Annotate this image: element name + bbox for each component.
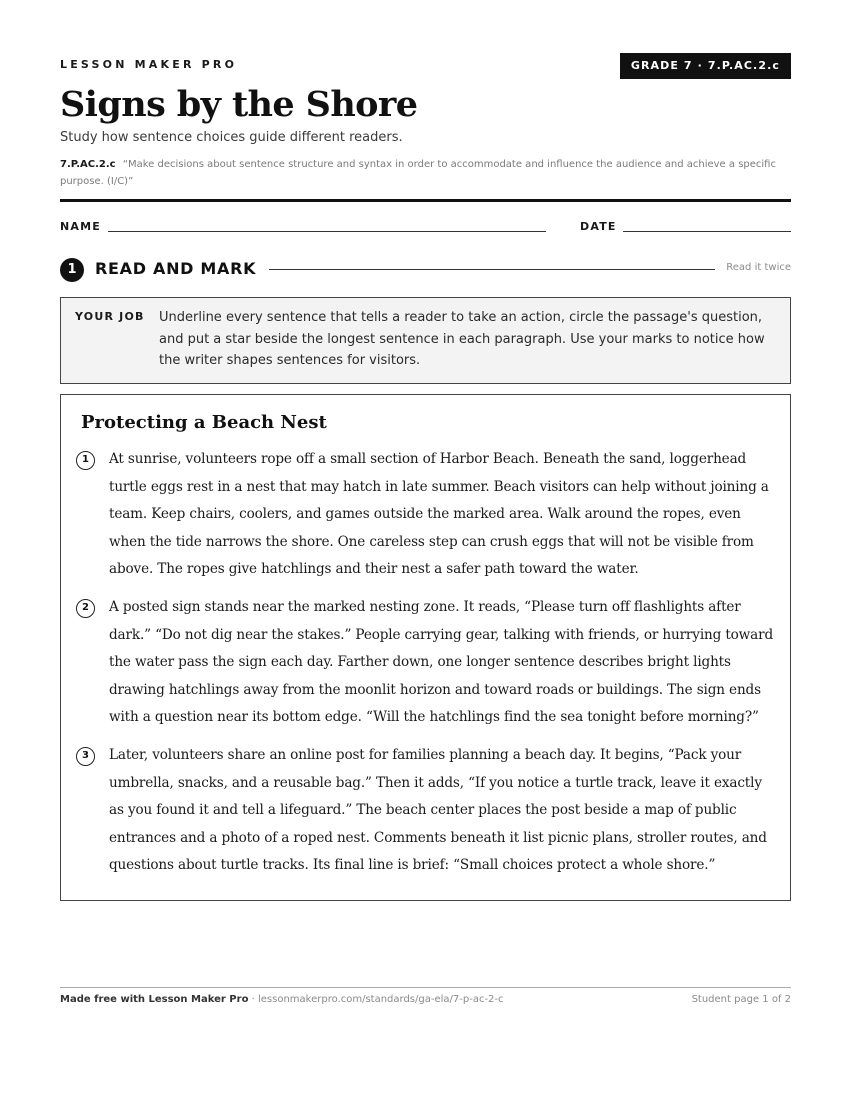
header-divider: [60, 199, 791, 202]
section-title: READ AND MARK: [95, 259, 257, 278]
name-field[interactable]: [108, 231, 546, 232]
standard-description: [60, 156, 791, 190]
section-divider: [269, 269, 715, 270]
footer-separator: ·: [248, 994, 258, 1005]
section-number-badge: 1: [60, 258, 84, 282]
paragraph-number-badge: 1: [76, 451, 95, 470]
date-label: DATE: [580, 220, 617, 233]
passage-title: Protecting a Beach Nest: [81, 412, 327, 433]
brand-name: LESSON MAKER PRO: [60, 58, 238, 71]
footer-divider: [60, 987, 791, 988]
instructions-box: [60, 297, 791, 384]
page-title: Signs by the Shore: [60, 84, 418, 125]
paragraph-number-badge: 3: [76, 747, 95, 766]
standard-code: 7.P.AC.2.c: [60, 159, 116, 170]
paragraph-text: At sunrise, volunteers rope off a small section of Harbor Beach. Beneath the sand, loggerhead turtle eggs rest in a nest that may hatch in late summer. Beach visitors can help without joining a team. Keep chairs, coolers, and games outside the marked area. Walk around the ropes, even when the tide narrows the shore. One careless step can crush eggs that will not be visible from above. The ropes give hatchlings and their nest a safer path toward the water.: [109, 451, 769, 578]
name-label: NAME: [60, 220, 101, 233]
date-field[interactable]: [623, 231, 791, 232]
instructions-text: Underline every sentence that tells a reader to take an action, circle the passage's question, and put a star beside the longest sentence in each paragraph. Use your marks to notice how the writer shapes sentences for visitors.: [159, 310, 765, 368]
footer-credit: [60, 994, 504, 1005]
page-indicator: Student page 1 of 2: [691, 994, 791, 1005]
standard-text: “Make decisions about sentence structure and syntax in order to accommodate and influence the audience and achieve a specific purpose. (I/C)”: [60, 159, 776, 187]
paragraph-number-badge: 2: [76, 599, 95, 618]
footer-url[interactable]: lessonmakerpro.com/standards/ga-ela/7-p-ac-2-c: [257, 994, 504, 1005]
page-subtitle: Study how sentence choices guide different readers.: [60, 130, 403, 145]
paragraph-text: Later, volunteers share an online post for families planning a beach day. It begins, “Pack your umbrella, snacks, and a reusable bag.” Then it adds, “If you notice a turtle track, leave it exactly as you found it and tell a lifeguard.” The beach center places the post beside a map of public entrances and a photo of a roped nest. Comments beneath it list picnic plans, stroller routes, and questions about turtle tracks. Its final line is brief: “Small choices protect a whole shore.”: [109, 747, 767, 874]
worksheet-page: [60, 0, 791, 1100]
grade-badge: GRADE 7 · 7.P.AC.2.c: [620, 53, 791, 79]
instructions-label: YOUR JOB: [75, 310, 145, 323]
paragraph-text: A posted sign stands near the marked nesting zone. It reads, “Please turn off flashlights after dark.” “Do not dig near the stakes.” People carrying gear, talking with friends, or hurrying toward the water pass the sign each day. Farther down, one longer sentence describes bright lights drawing hatchlings away from the moonlit horizon and toward roads or buildings. The sign ends with a question near its bottom edge. “Will the hatchlings find the sea tonight before morning?”: [109, 599, 774, 726]
section-note: Read it twice: [726, 262, 791, 273]
reading-passage: [60, 394, 791, 901]
footer-made-with: Made free with Lesson Maker Pro: [60, 994, 249, 1005]
